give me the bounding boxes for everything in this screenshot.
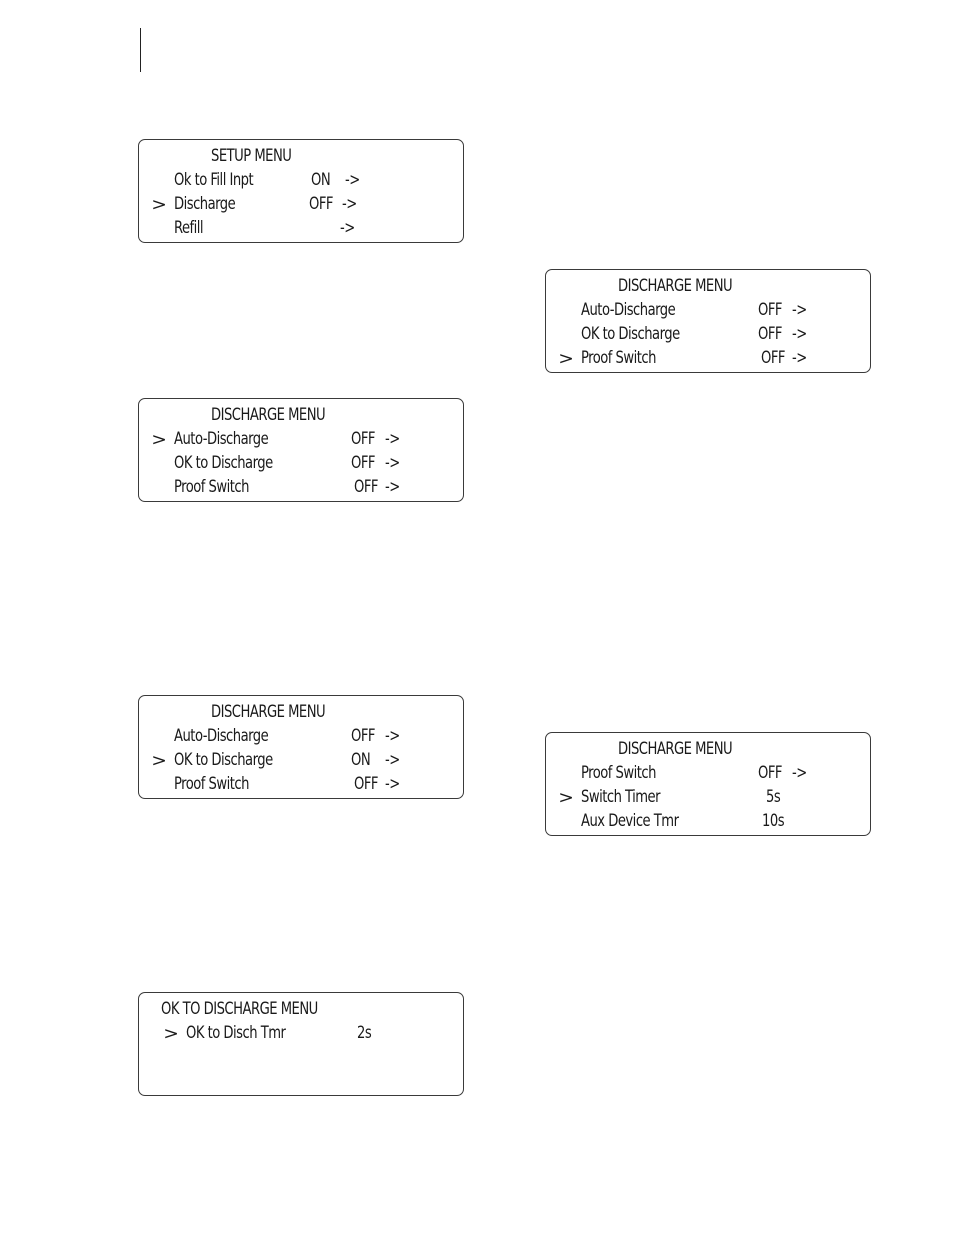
cursor-indicator: > xyxy=(558,349,574,369)
row-label: Auto-Discharge xyxy=(174,429,269,449)
row-value: 5s xyxy=(766,787,781,807)
setup-menu-panel xyxy=(138,139,464,243)
submenu-arrow-icon: -> xyxy=(792,324,807,344)
panel-title: OK TO DISCHARGE MENU xyxy=(161,999,318,1019)
panel-title: DISCHARGE MENU xyxy=(618,276,733,296)
row-label: Auto-Discharge xyxy=(581,300,676,320)
submenu-arrow-icon: -> xyxy=(385,750,400,770)
row-value: OFF xyxy=(758,324,782,344)
row-value: ON xyxy=(311,170,331,190)
row-label: OK to Discharge xyxy=(581,324,680,344)
discharge-menu-panel xyxy=(138,398,464,502)
cursor-indicator: > xyxy=(558,788,574,808)
submenu-arrow-icon: -> xyxy=(792,348,807,368)
row-value: OFF xyxy=(354,477,378,497)
row-value: OFF xyxy=(351,429,375,449)
discharge-menu-panel xyxy=(545,269,871,373)
row-label: Proof Switch xyxy=(581,763,656,783)
menu-row-proof-switch[interactable] xyxy=(139,773,463,797)
cursor-indicator: > xyxy=(151,195,167,215)
row-label: Auto-Discharge xyxy=(174,726,269,746)
menu-row-auto-discharge[interactable] xyxy=(546,299,870,323)
panel-title: DISCHARGE MENU xyxy=(211,405,326,425)
submenu-arrow-icon: -> xyxy=(385,726,400,746)
cursor-indicator: > xyxy=(151,751,167,771)
row-label: Refill xyxy=(174,218,204,238)
submenu-arrow-icon: -> xyxy=(342,194,357,214)
row-value: OFF xyxy=(761,348,785,368)
menu-row-aux-device-tmr[interactable] xyxy=(546,810,870,834)
row-label: OK to Discharge xyxy=(174,453,273,473)
row-label: Aux Device Tmr xyxy=(581,811,679,831)
panel-title: SETUP MENU xyxy=(211,146,292,166)
row-value: 10s xyxy=(762,811,785,831)
submenu-arrow-icon: -> xyxy=(385,477,400,497)
menu-row-auto-discharge[interactable] xyxy=(139,725,463,749)
row-label: Discharge xyxy=(174,194,236,214)
menu-row-ok-to-discharge[interactable] xyxy=(139,749,463,773)
row-label: Proof Switch xyxy=(174,774,249,794)
row-value: OFF xyxy=(354,774,378,794)
submenu-arrow-icon: -> xyxy=(385,429,400,449)
submenu-arrow-icon: -> xyxy=(792,763,807,783)
cursor-indicator: > xyxy=(163,1024,179,1044)
submenu-arrow-icon: -> xyxy=(340,218,355,238)
cursor-indicator: > xyxy=(151,430,167,450)
menu-row-ok-to-discharge[interactable] xyxy=(139,452,463,476)
row-value: OFF xyxy=(758,300,782,320)
menu-row-auto-discharge[interactable] xyxy=(139,428,463,452)
panel-title: DISCHARGE MENU xyxy=(211,702,326,722)
submenu-arrow-icon: -> xyxy=(385,774,400,794)
row-value: ON xyxy=(351,750,371,770)
menu-row-refill[interactable] xyxy=(139,217,463,241)
row-value: OFF xyxy=(351,726,375,746)
ok-to-discharge-menu-panel xyxy=(138,992,464,1096)
row-label: Proof Switch xyxy=(174,477,249,497)
discharge-menu-panel xyxy=(545,732,871,836)
row-value: OFF xyxy=(309,194,333,214)
menu-row-ok-to-disch-tmr[interactable] xyxy=(139,1022,463,1046)
row-value: OFF xyxy=(758,763,782,783)
submenu-arrow-icon: -> xyxy=(385,453,400,473)
row-label: Switch Timer xyxy=(581,787,661,807)
menu-row-ok-to-fill[interactable] xyxy=(139,169,463,193)
row-value: OFF xyxy=(351,453,375,473)
row-label: OK to Discharge xyxy=(174,750,273,770)
menu-row-proof-switch[interactable] xyxy=(139,476,463,500)
row-label: Proof Switch xyxy=(581,348,656,368)
menu-row-proof-switch[interactable] xyxy=(546,347,870,371)
row-label: OK to Disch Tmr xyxy=(186,1023,286,1043)
menu-row-discharge[interactable] xyxy=(139,193,463,217)
menu-row-switch-timer[interactable] xyxy=(546,786,870,810)
menu-row-proof-switch[interactable] xyxy=(546,762,870,786)
margin-rule xyxy=(140,28,141,72)
discharge-menu-panel xyxy=(138,695,464,799)
submenu-arrow-icon: -> xyxy=(345,170,360,190)
row-label: Ok to Fill Inpt xyxy=(174,170,254,190)
menu-row-ok-to-discharge[interactable] xyxy=(546,323,870,347)
row-value: 2s xyxy=(357,1023,372,1043)
submenu-arrow-icon: -> xyxy=(792,300,807,320)
panel-title: DISCHARGE MENU xyxy=(618,739,733,759)
